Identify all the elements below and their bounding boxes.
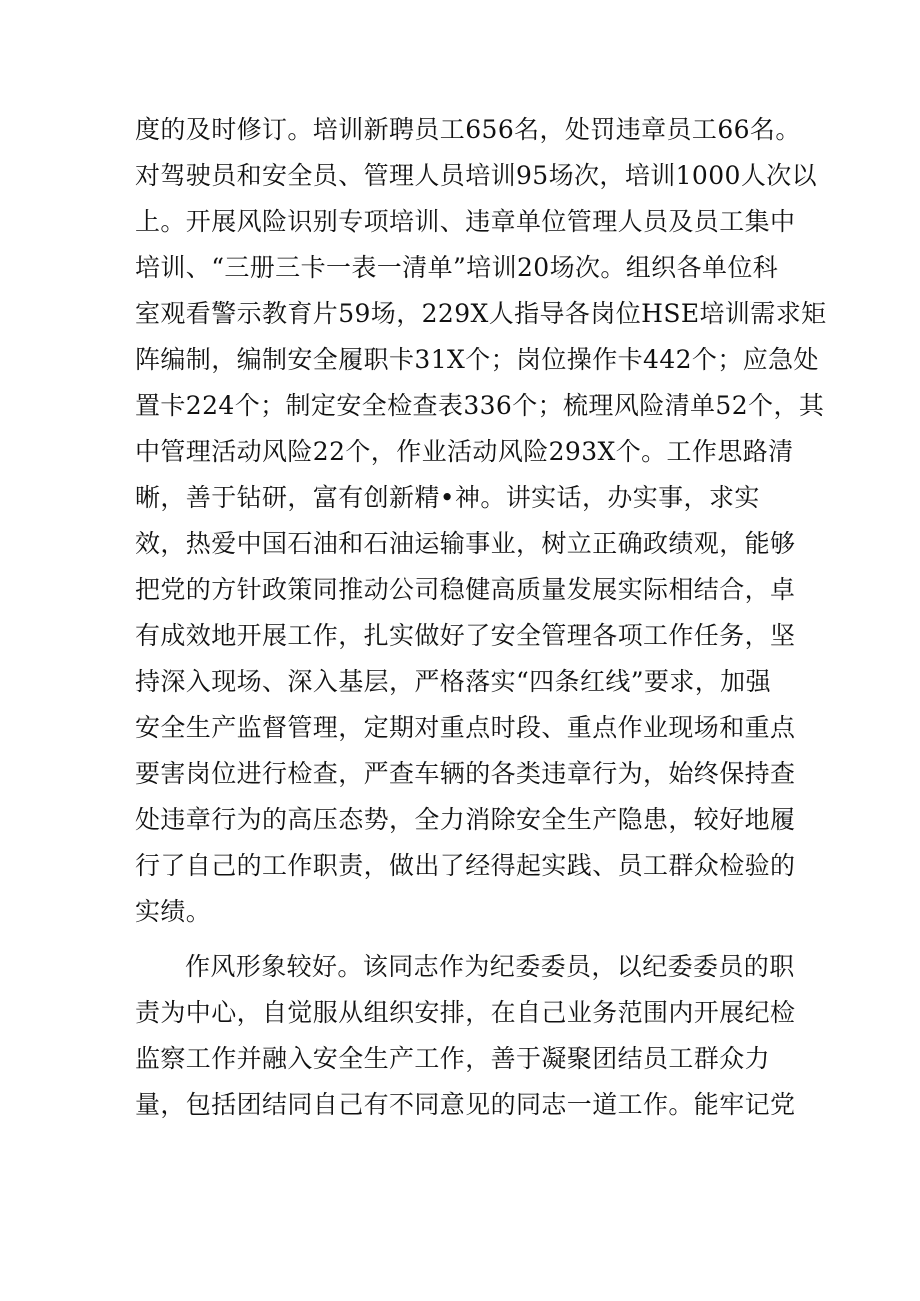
text-line: 实绩。 (135, 897, 212, 926)
text-line: 安全生产监督管理，定期对重点时段、重点作业现场和重点 (135, 713, 796, 742)
text-line: 要害岗位进行检查，严查车辆的各类违章行为，始终保持查 (135, 759, 796, 788)
text-line: 处违章行为的高压态势，全力消除安全生产隐患，较好地履 (135, 805, 796, 834)
text-line: 上。开展风险识别专项培训、违章单位管理人员及员工集中 (135, 207, 796, 236)
text-line: 度的及时修订。培训新聘员工656名，处罚违章员工66名。 (135, 115, 801, 144)
text-line: 行了自己的工作职责，做出了经得起实践、员工群众检验的 (135, 851, 796, 880)
text-line: 监察工作并融入安全生产工作，善于凝聚团结员工群众力 (135, 1044, 771, 1073)
text-line: 量，包括团结同自己有不同意见的同志一道工作。能牢记党 (135, 1090, 796, 1119)
text-line: 把党的方针政策同推动公司稳健高质量发展实际相结合，卓 (135, 575, 796, 604)
text-line: 阵编制，编制安全履职卡31X个；岗位操作卡442个；应急处 (135, 345, 819, 374)
text-line: 置卡224个；制定安全检查表336个；梳理风险清单52个，其 (135, 391, 825, 420)
text-line: 室观看警示教育片59场，229X人指导各岗位HSE培训需求矩 (135, 299, 827, 328)
text-line: 中管理活动风险22个，作业活动风险293X个。工作思路清 (135, 437, 794, 466)
text-line: 持深入现场、深入基层，严格落实“四条红线”要求，加强 (135, 667, 771, 696)
text-line: 效，热爱中国石油和石油运输事业，树立正确政绩观，能够 (135, 529, 796, 558)
text-line: 培训、“三册三卡一表一清单”培训20场次。组织各单位科 (135, 253, 779, 282)
text-line: 晰，善于钻研，富有创新精•神。讲实话，办实事，求实 (135, 483, 760, 512)
text-line: 作风形象较好。该同志作为纪委委员，以纪委委员的职 (185, 952, 795, 981)
text-line: 对驾驶员和安全员、管理人员培训95场次，培训1000人次以 (135, 161, 818, 190)
text-line: 责为中心，自觉服从组织安排，在自己业务范围内开展纪检 (135, 998, 796, 1027)
text-line: 有成效地开展工作，扎实做好了安全管理各项工作任务，坚 (135, 621, 796, 650)
